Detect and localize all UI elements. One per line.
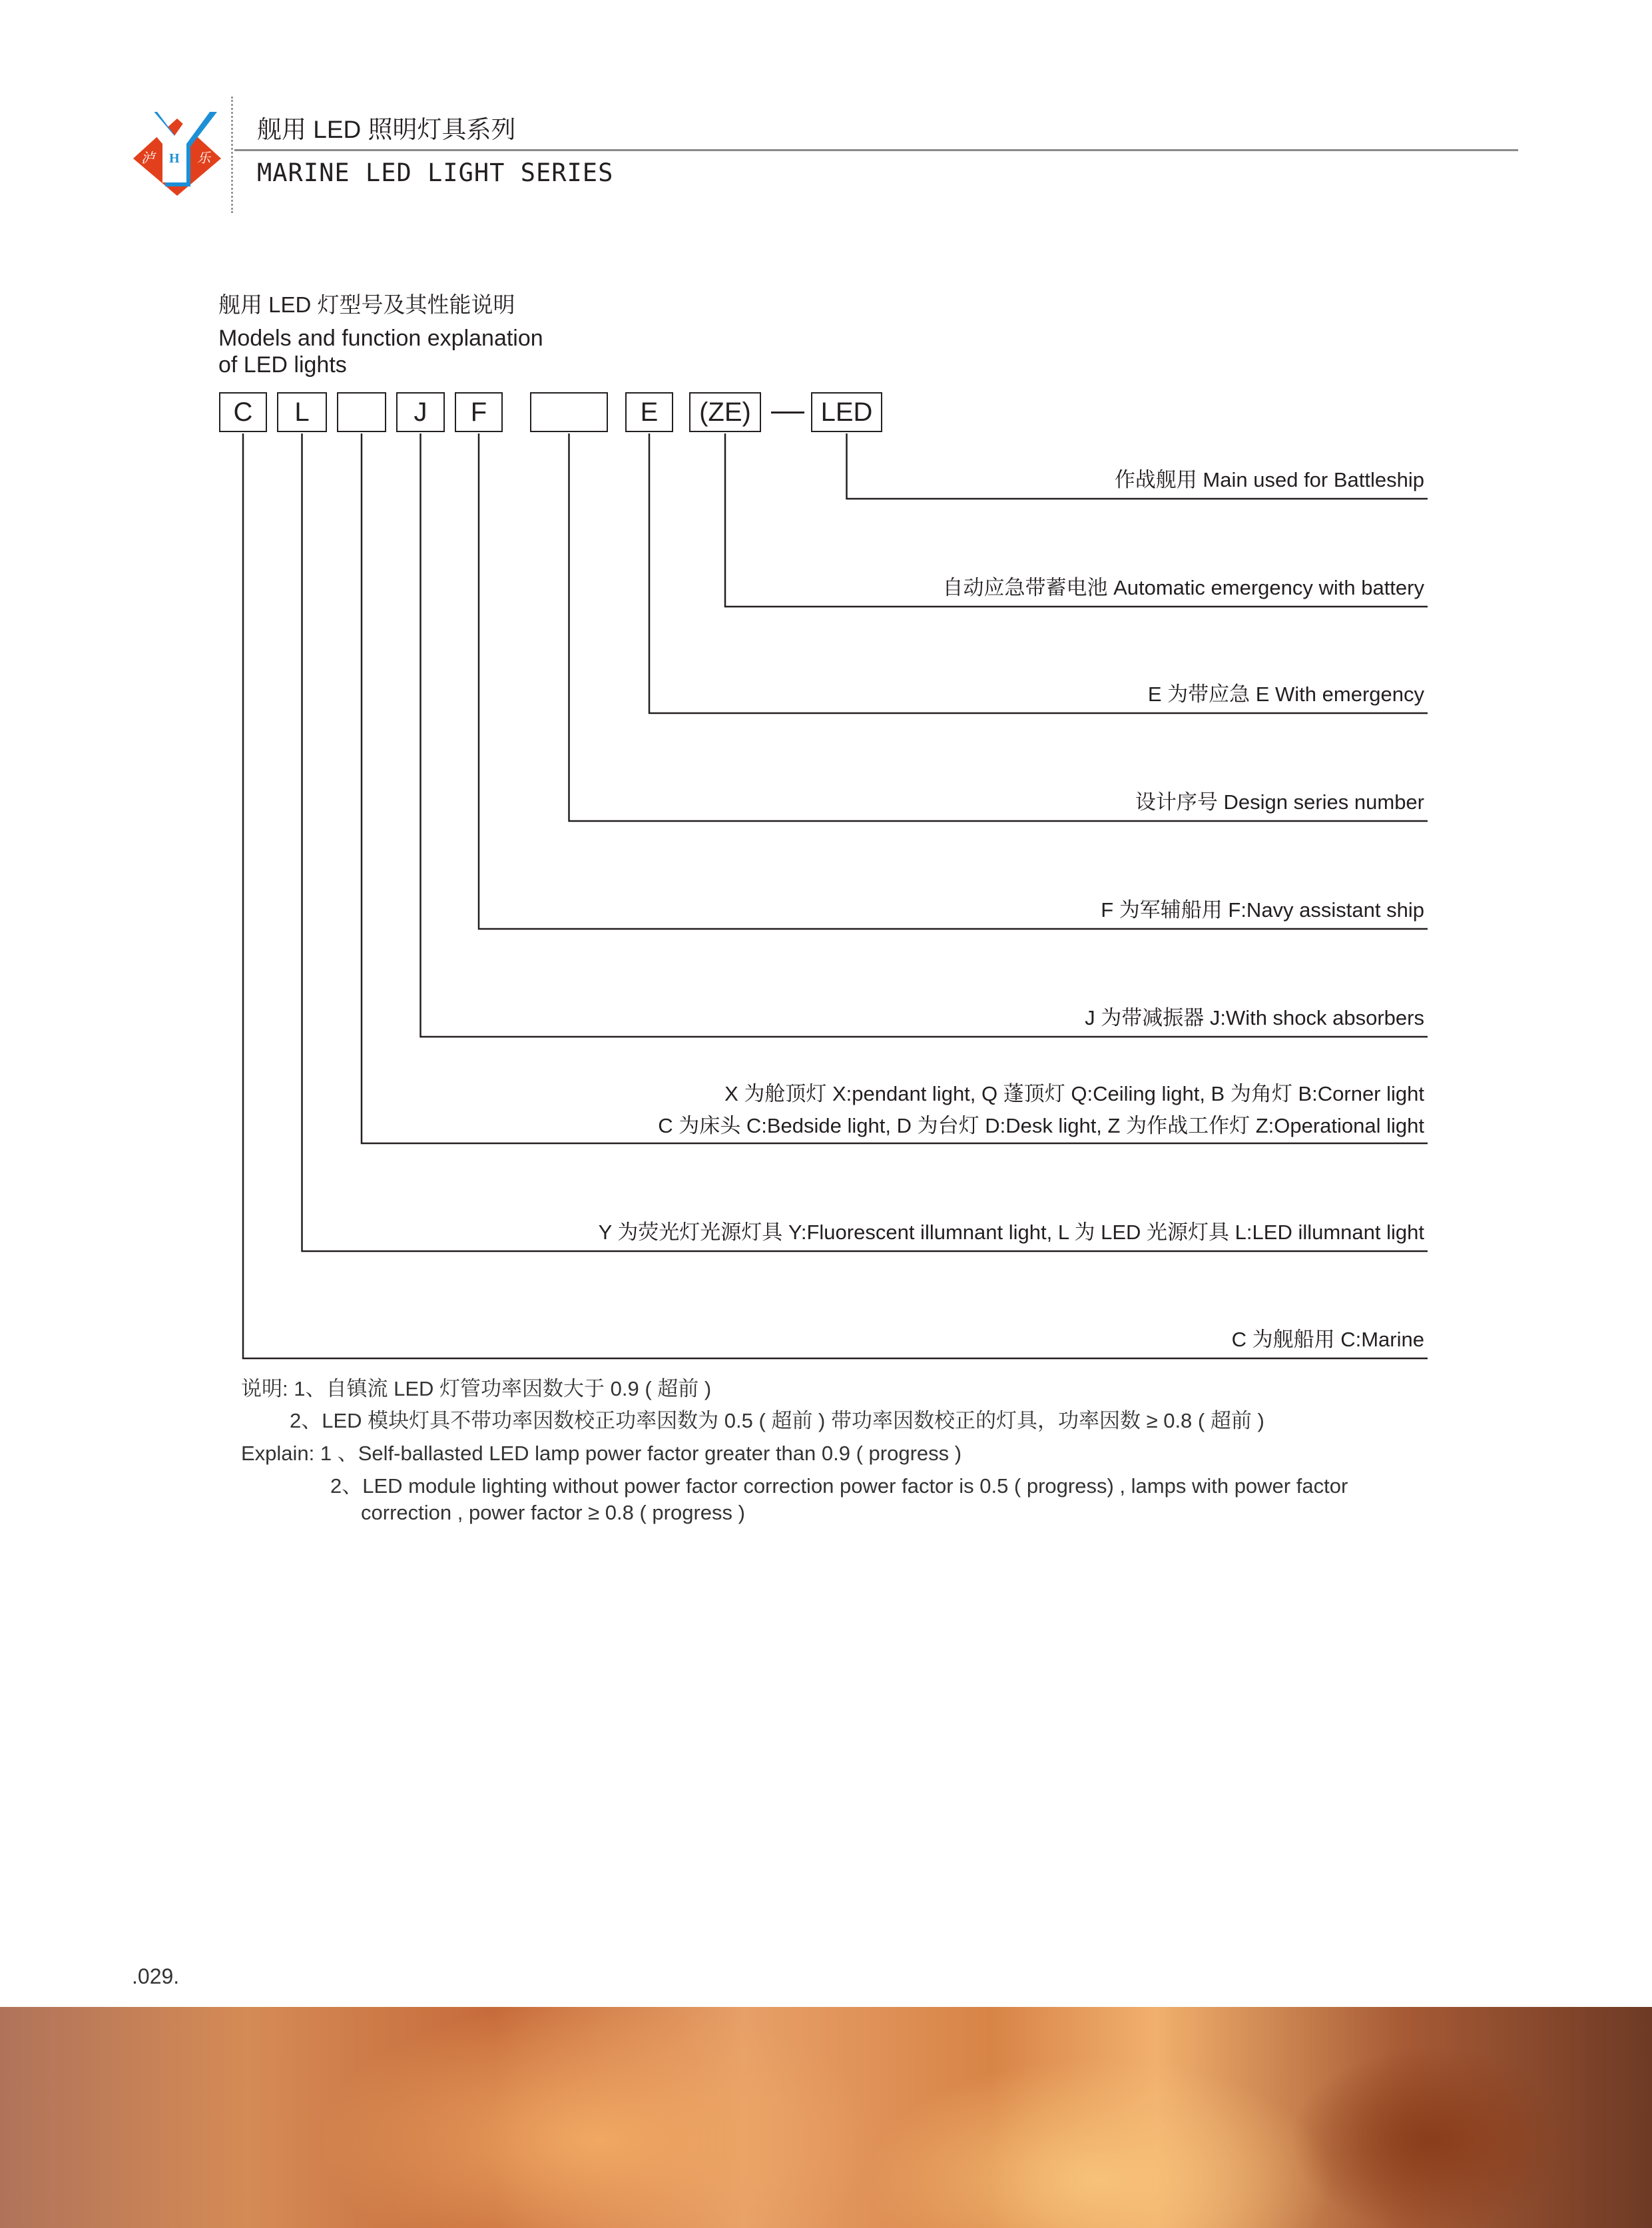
code-box: L [277,392,327,432]
code-box: LED [811,392,882,432]
code-box: J [396,392,445,432]
legend-label: 自动应急带蓄电池 Automatic emergency with battery [942,576,1424,599]
header-title-cn: 舰用 LED 照明灯具系列 [257,116,516,143]
leader-line [421,433,1428,1037]
legend-label: 设计序号 Design series number [1135,790,1424,814]
code-box: E [625,392,673,432]
svg-text:H: H [169,151,180,166]
section-title-cn: 舰用 LED 灯型号及其性能说明 [218,292,515,317]
legend-label: X 为舱顶灯 X:pendant light, Q 蓬顶灯 Q:Ceiling light, B 为角灯 B:Corner light [724,1082,1424,1105]
code-box: F [455,392,503,432]
legend-label: C 为舰船用 C:Marine [1231,1328,1424,1351]
legend-label: Y 为荧光灯光源灯具 Y:Fluorescent illumnant light, L 为 LED 光源灯具 L:LED illumnant light [598,1221,1424,1244]
code-box [337,392,386,432]
page-number: .029. [132,1964,180,1988]
note-line: 2、LED 模块灯具不带功率因数校正功率因数为 0.5 ( 超前 ) 带功率因数校正的灯具，功率因数 ≥ 0.8 ( 超前 ) [290,1409,1264,1432]
section-title-en-line2: of LED lights [218,352,347,378]
svg-text:泸: 泸 [141,151,154,166]
code-box: C [219,392,267,432]
legend-label: F 为军辅船用 F:Navy assistant ship [1101,898,1424,922]
note-line: Explain: 1 、Self-ballasted LED lamp power factor greater than 0.9 ( progress ) [241,1442,962,1465]
legend-label: J 为带减振器 J:With shock absorbers [1085,1006,1424,1029]
legend-label: 作战舰用 Main used for Battleship [1114,468,1424,491]
code-box [530,392,608,432]
code-separator-dash [771,412,804,414]
legend-label: E 为带应急 E With emergency [1147,683,1424,706]
footer-photo-band [0,2007,1652,2228]
note-line: 2、LED module lighting without power factor correction power factor is 0.5 ( progress) , lamps with power factor [330,1474,1348,1498]
section-title-en: Models and function explanation [218,326,543,351]
legend-label: C 为床头 C:Bedside light, D 为台灯 D:Desk light, Z 为作战工作灯 Z:Operational light [658,1114,1424,1137]
code-box: (ZE) [689,392,761,432]
header-title-en: MARINE LED LIGHT SERIES [257,158,614,187]
svg-text:乐: 乐 [197,151,210,166]
note-line: correction , power factor ≥ 0.8 ( progress ) [361,1501,745,1524]
note-line: 说明: 1、自镇流 LED 灯管功率因数大于 0.9 ( 超前 ) [241,1377,712,1400]
